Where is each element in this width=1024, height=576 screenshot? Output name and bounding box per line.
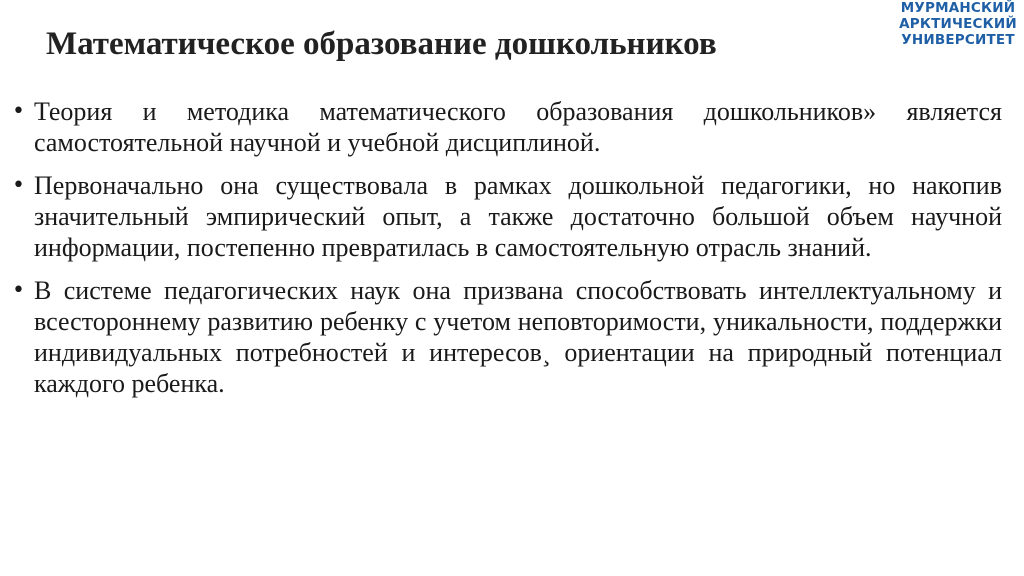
logo-line-3: УНИВЕРСИТЕТ [901,32,1015,48]
bullet-text-2: Первоначально она существовала в рамках дошкольной педагогики, но накопив значительный эмпирический опыт, а также достаточно большой объем научной информации, постепенно превратилась в самостоятельную отрасль знаний. [34,171,1002,262]
bullet-list [12,96,1002,411]
logo-line-1: МУРМАНСКИЙ [900,0,1016,16]
slide-title: Математическое образование дошкольников [46,26,717,62]
university-logo [892,0,1024,48]
bullet-item-1 [12,96,1002,158]
bullet-text-3: В системе педагогических наук она призвана способствовать интеллектуальному и всестороннему развитию ребенку с учетом неповторимости, уникальности, поддержки индивидуальных потребностей и интересов¸ ориентации на природный потенциал каждого ребенка. [34,276,1002,398]
bullet-text-1: Теория и методика математического образования дошкольников» является самостоятельной научной и учебной дисциплиной. [34,97,1002,157]
bullet-item-3 [12,275,1002,399]
bullet-item-2 [12,170,1002,263]
logo-line-2: АРКТИЧЕСКИЙ [899,16,1017,32]
